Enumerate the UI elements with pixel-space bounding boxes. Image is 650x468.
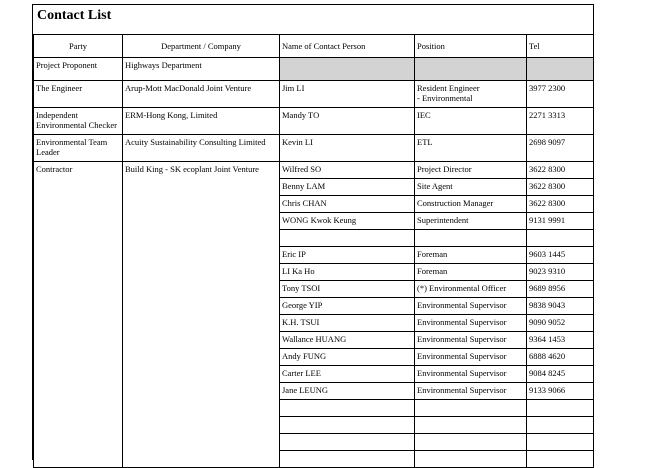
tel-cell: 9131 9991 bbox=[527, 213, 594, 230]
tel-cell bbox=[527, 434, 594, 451]
party-cell: Contractor bbox=[34, 162, 123, 468]
name-cell bbox=[280, 230, 415, 247]
name-cell bbox=[280, 434, 415, 451]
header-row bbox=[34, 35, 594, 58]
tel-cell: 3622 8300 bbox=[527, 196, 594, 213]
department-cell: Arup-Mott MacDonald Joint Venture bbox=[123, 81, 280, 108]
tel-cell: 3977 2300 bbox=[527, 81, 594, 108]
name-cell: WONG Kwok Keung bbox=[280, 213, 415, 230]
department-cell: Acuity Sustainability Consulting Limited bbox=[123, 135, 280, 162]
tel-cell: 9084 8245 bbox=[527, 366, 594, 383]
name-cell: Jane LEUNG bbox=[280, 383, 415, 400]
party-cell: Independent Environmental Checker bbox=[34, 108, 123, 135]
tel-cell: 9689 8956 bbox=[527, 281, 594, 298]
table-row bbox=[34, 162, 594, 179]
party-cell: Environmental Team Leader bbox=[34, 135, 123, 162]
page-title: Contact List bbox=[37, 8, 112, 23]
header-position: Position bbox=[415, 35, 527, 58]
position-cell bbox=[415, 434, 527, 451]
table-row bbox=[34, 81, 594, 108]
tel-cell: 3622 8300 bbox=[527, 179, 594, 196]
name-cell: Benny LAM bbox=[280, 179, 415, 196]
tel-cell: 9023 9310 bbox=[527, 264, 594, 281]
tel-cell: 6888 4620 bbox=[527, 349, 594, 366]
tel-cell: 9603 1445 bbox=[527, 247, 594, 264]
tel-cell: 9133 9066 bbox=[527, 383, 594, 400]
name-cell: Chris CHAN bbox=[280, 196, 415, 213]
name-cell bbox=[280, 400, 415, 417]
table-row bbox=[34, 108, 594, 135]
header-department: Department / Company bbox=[123, 35, 280, 58]
tel-cell: 9090 9052 bbox=[527, 315, 594, 332]
tel-cell bbox=[527, 400, 594, 417]
position-cell: (*) Environmental Officer bbox=[415, 281, 527, 298]
name-cell: Eric IP bbox=[280, 247, 415, 264]
tel-cell: 3622 8300 bbox=[527, 162, 594, 179]
name-cell: Jim LI bbox=[280, 81, 415, 108]
name-cell: LI Ka Ho bbox=[280, 264, 415, 281]
name-cell: Mandy TO bbox=[280, 108, 415, 135]
department-cell: Highways Department bbox=[123, 58, 280, 81]
header-contact: Name of Contact Person bbox=[280, 35, 415, 58]
name-cell bbox=[280, 58, 415, 81]
department-cell: ERM-Hong Kong, Limited bbox=[123, 108, 280, 135]
name-cell: George YIP bbox=[280, 298, 415, 315]
tel-cell bbox=[527, 230, 594, 247]
name-cell: Kevin LI bbox=[280, 135, 415, 162]
contact-table bbox=[33, 34, 594, 468]
header-tel: Tel bbox=[527, 35, 594, 58]
header-party: Party bbox=[34, 35, 123, 58]
name-cell: Andy FUNG bbox=[280, 349, 415, 366]
tel-cell bbox=[527, 417, 594, 434]
party-cell: The Engineer bbox=[34, 81, 123, 108]
department-cell: Build King - SK ecoplant Joint Venture bbox=[123, 162, 280, 468]
position-cell bbox=[415, 58, 527, 81]
tel-cell: 2698 9097 bbox=[527, 135, 594, 162]
position-cell: Environmental Supervisor bbox=[415, 383, 527, 400]
name-cell: Wallance HUANG bbox=[280, 332, 415, 349]
position-cell: Environmental Supervisor bbox=[415, 332, 527, 349]
table-row bbox=[34, 58, 594, 81]
name-cell: Carter LEE bbox=[280, 366, 415, 383]
position-cell bbox=[415, 400, 527, 417]
position-cell: Project Director bbox=[415, 162, 527, 179]
position-cell: Foreman bbox=[415, 247, 527, 264]
position-cell: ETL bbox=[415, 135, 527, 162]
position-cell bbox=[415, 230, 527, 247]
tel-cell: 9838 9043 bbox=[527, 298, 594, 315]
position-cell: Superintendent bbox=[415, 213, 527, 230]
party-cell: Project Proponent bbox=[34, 58, 123, 81]
position-cell: Site Agent bbox=[415, 179, 527, 196]
position-cell: Foreman bbox=[415, 264, 527, 281]
name-cell bbox=[280, 417, 415, 434]
name-cell: K.H. TSUI bbox=[280, 315, 415, 332]
position-cell: Environmental Supervisor bbox=[415, 298, 527, 315]
tel-cell: 2271 3313 bbox=[527, 108, 594, 135]
position-cell: Environmental Supervisor bbox=[415, 366, 527, 383]
name-cell: Tony TSOI bbox=[280, 281, 415, 298]
position-cell bbox=[415, 417, 527, 434]
position-cell: Environmental Supervisor bbox=[415, 315, 527, 332]
tel-cell bbox=[527, 58, 594, 81]
position-cell: Construction Manager bbox=[415, 196, 527, 213]
name-cell: Wilfred SO bbox=[280, 162, 415, 179]
position-cell: Resident Engineer - Environmental bbox=[415, 81, 527, 108]
table-row bbox=[34, 135, 594, 162]
contact-list-frame bbox=[32, 4, 594, 460]
position-cell: IEC bbox=[415, 108, 527, 135]
tel-cell: 9364 1453 bbox=[527, 332, 594, 349]
position-cell: Environmental Supervisor bbox=[415, 349, 527, 366]
